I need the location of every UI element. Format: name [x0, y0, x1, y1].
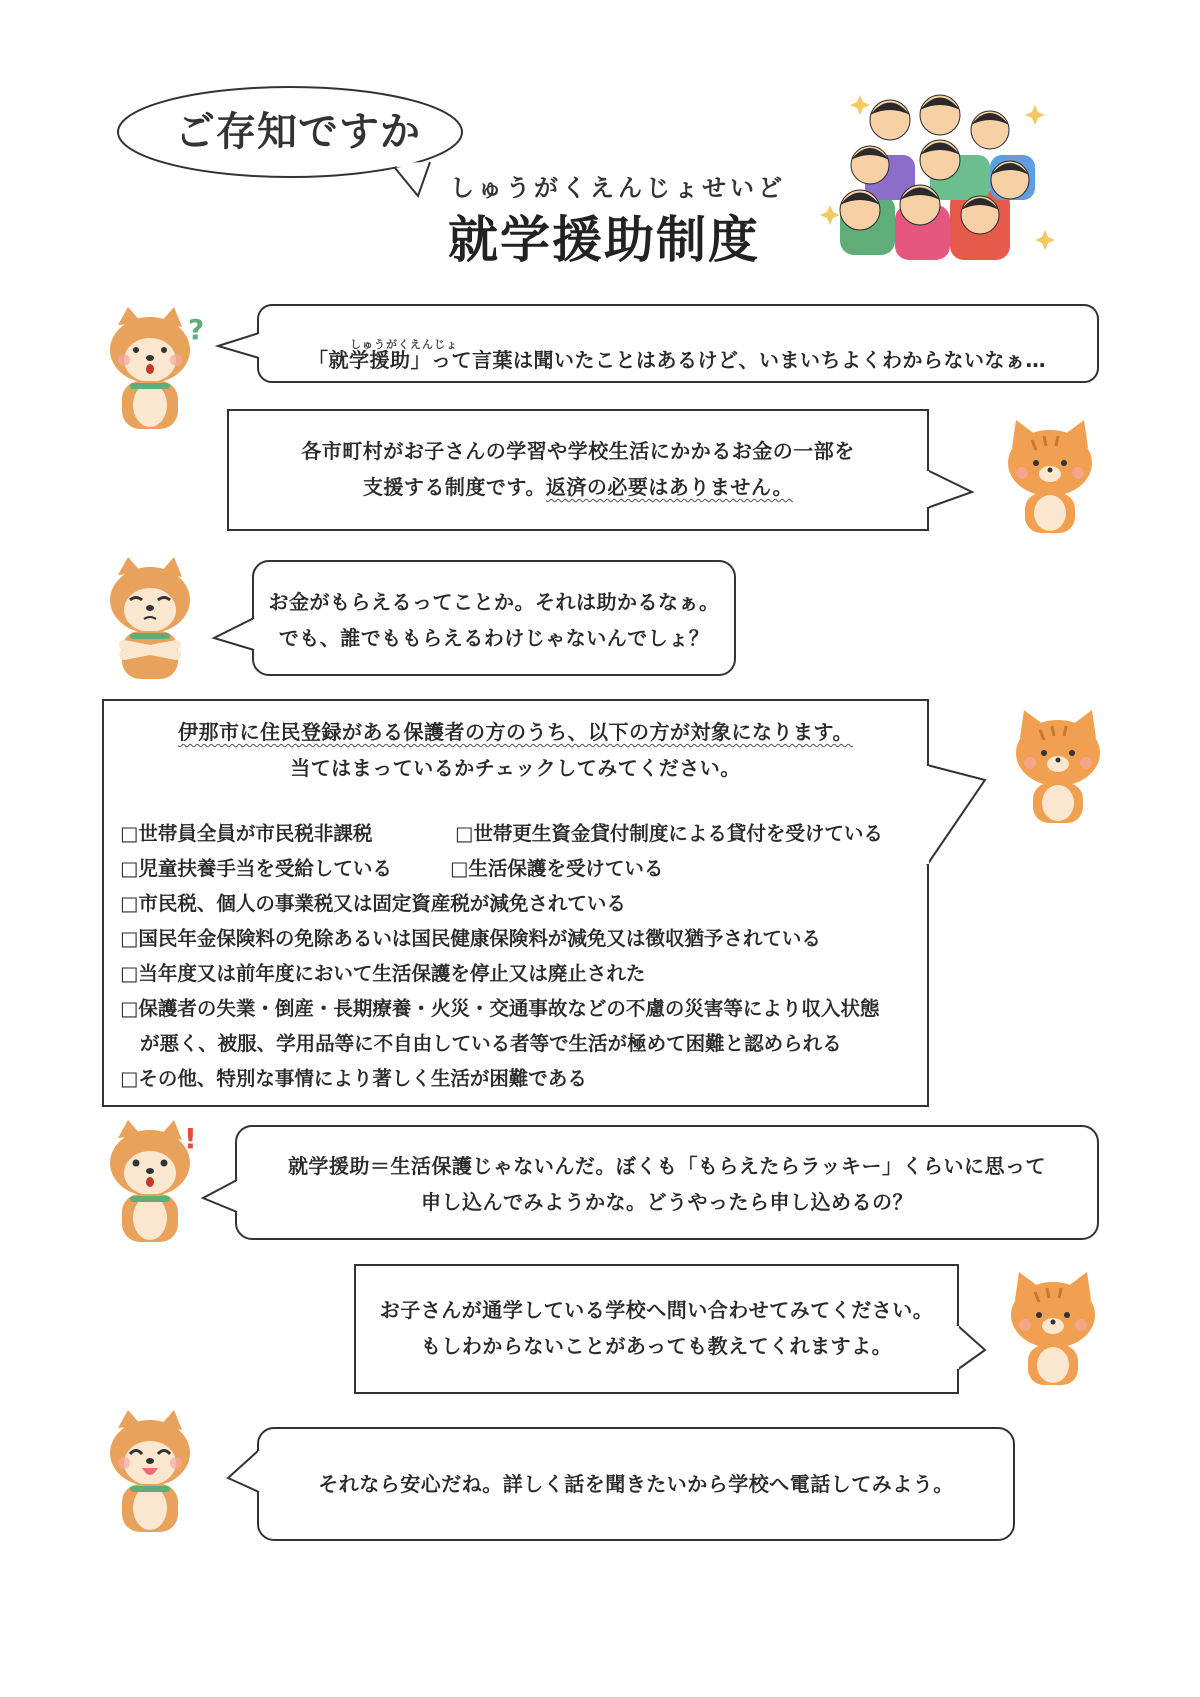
dog-surprised-illustration — [100, 1118, 210, 1243]
cat-illustration-1 — [1000, 418, 1100, 533]
d2-line1: 各市町村がお子さんの学習や学校生活にかかるお金の一部を — [301, 439, 855, 463]
check-item-3: □児童扶養手当を受給している — [120, 857, 392, 880]
d5-line1: 就学援助＝生活保護じゃないんだ。ぼくも「もらえたらラッキー」くらいに思って — [287, 1154, 1047, 1178]
check-item-6: □国民年金保険料の免除あるいは国民健康保険料が減免又は徴収猶予されている — [120, 927, 821, 950]
d7-line1: それなら安心だね。詳しく話を聞きたいから学校へ電話してみよう。 — [318, 1472, 954, 1496]
check-item-7: □当年度又は前年度において生活保護を停止又は廃止された — [120, 962, 646, 985]
check-item-4: □生活保護を受けている — [450, 857, 664, 880]
children-group-illustration — [820, 85, 1060, 265]
d1-ruby: しゅうがくえんじょ — [350, 338, 458, 351]
d3-line1: お金がもらえるってことか。それは助かるなぁ。 — [268, 590, 720, 614]
check-item-5: □市民税、個人の事業税又は固定資産税が減免されている — [120, 892, 626, 915]
d3-line2: でも、誰でももらえるわけじゃないんでしょ？ — [278, 626, 710, 650]
cat-illustration-3 — [1003, 1270, 1103, 1385]
check-item-1: □世帯員全員が市民税非課税 — [120, 822, 373, 845]
d5-line2: 申し込んでみようかな。どうやったら申し込めるの？ — [421, 1190, 913, 1214]
d6-line2: もしわからないことがあっても教えてくれますよ。 — [420, 1334, 893, 1358]
d2-line2a: 支援する制度です。 — [362, 475, 546, 499]
dog-confused-illustration — [100, 305, 210, 430]
cat-illustration-2 — [1008, 708, 1108, 823]
d1-text: 「就学援助」って言葉は聞いたことはあるけど、いまいちよくわからないなぁ… — [308, 348, 1046, 372]
d2-line2b: 返済の必要はありません。 — [545, 475, 794, 499]
d4-line2: 当てはまっているかチェックしてみてください。 — [290, 756, 741, 780]
d2-line2 — [232, 469, 924, 505]
title-furigana: しゅうがくえんじょせいど — [450, 174, 786, 202]
d6-line1: お子さんが通学している学校へ問い合わせてみてください。 — [379, 1298, 934, 1322]
dog-thinking-illustration — [100, 555, 210, 680]
check-item-9: □その他、特別な事情により著しく生活が困難である — [120, 1067, 587, 1090]
question-mark-icon: ? — [188, 313, 205, 346]
check-item-2: □世帯更生資金貸付制度による貸付を受けている — [455, 822, 883, 845]
oval-caption: ご存知ですか — [175, 109, 421, 155]
page-title: 就学援助制度 — [448, 211, 760, 269]
dog-happy-illustration — [100, 1408, 210, 1533]
exclamation-icon: ! — [184, 1122, 197, 1155]
check-item-8-cont: が悪く、被服、学用品等に不自由している者等で生活が極めて困難と認められる — [140, 1032, 842, 1055]
check-item-8: □保護者の失業・倒産・長期療養・火災・交通事故などの不慮の災害等により収入状態 — [120, 997, 880, 1020]
d4-line1: 伊那市に住民登録がある保護者の方のうち、以下の方が対象になります。 — [178, 720, 853, 744]
